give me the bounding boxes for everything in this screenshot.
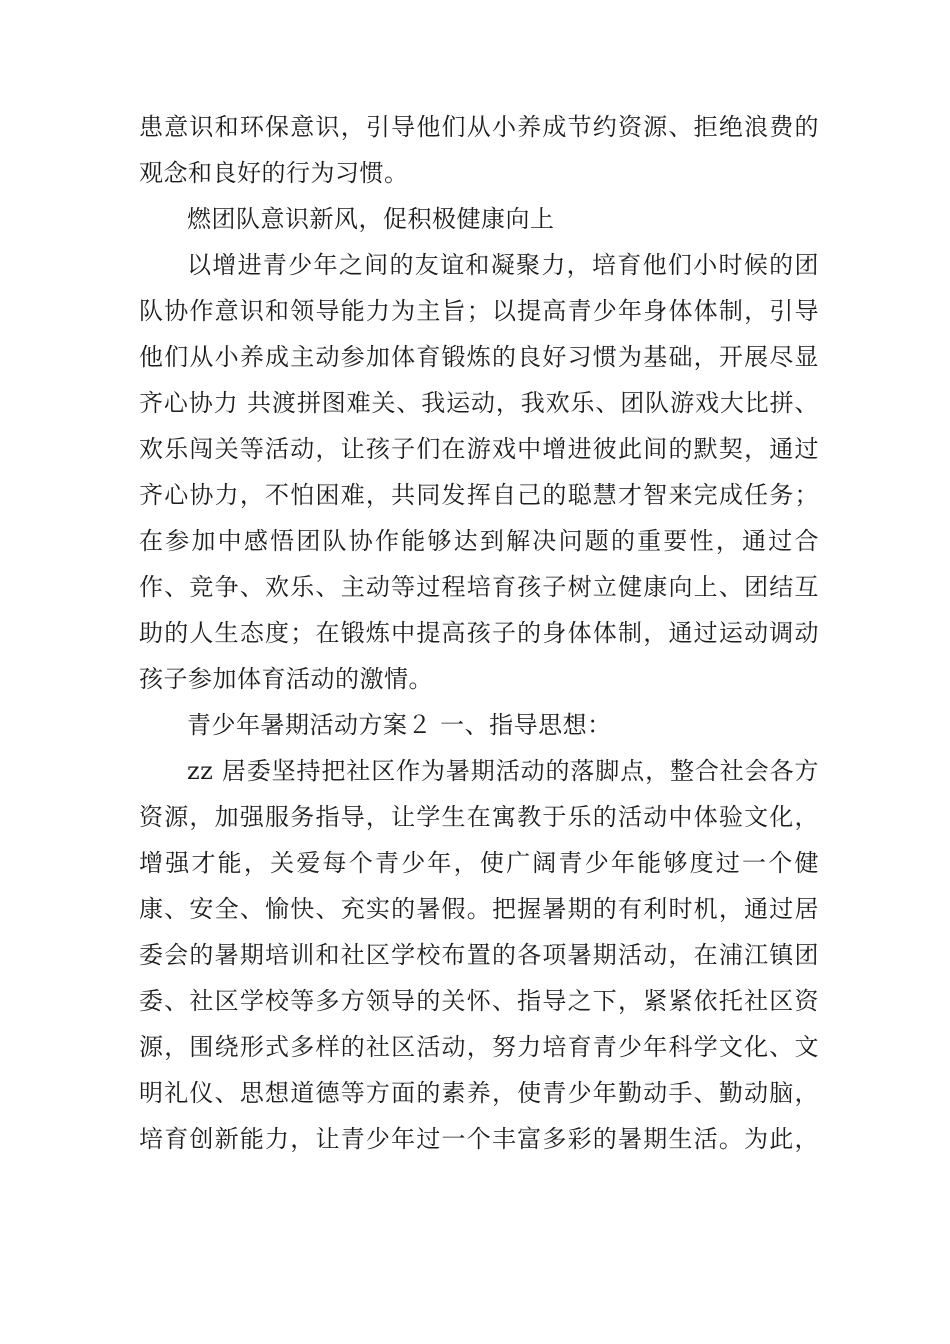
text-line: 他们从小养成主动参加体育锻炼的良好习惯为基础，开展尽显 xyxy=(139,343,819,371)
text-line: 资源，加强服务指导，让学生在寓教于乐的活动中体验文化， xyxy=(139,803,819,831)
text-line: 委会的暑期培训和社区学校布置的各项暑期活动，在浦江镇团 xyxy=(139,941,819,969)
text-line: 助的人生态度；在锻炼中提高孩子的身体体制，通过运动调动 xyxy=(139,619,819,647)
text-line: 增强才能，关爱每个青少年，使广阔青少年能够度过一个健 xyxy=(139,849,819,877)
text-line: 齐心协力，不怕困难，共同发挥自己的聪慧才智来完成任务； xyxy=(139,481,819,509)
text-line: 委、社区学校等多方领导的关怀、指导之下，紧紧依托社区资 xyxy=(139,987,819,1015)
text-line: 以增进青少年之间的友谊和凝聚力，培育他们小时候的团 xyxy=(187,251,819,279)
text-line: 康、安全、愉快、充实的暑假。把握暑期的有利时机，通过居 xyxy=(139,895,819,923)
text-line: 孩子参加体育活动的激情。 xyxy=(139,665,433,693)
text-line: 在参加中感悟团队协作能够达到解决问题的重要性，通过合 xyxy=(139,527,819,555)
text-line: 明礼仪、思想道德等方面的素养，使青少年勤动手、勤动脑， xyxy=(139,1079,819,1107)
text-line: 齐心协力 共渡拼图难关、我运动，我欢乐、团队游戏大比拼、 xyxy=(139,389,819,417)
text-line: 燃团队意识新风，促积极健康向上 xyxy=(187,205,555,233)
text-line: 青少年暑期活动方案２ 一、指导思想： xyxy=(187,711,612,739)
text-line: 队协作意识和领导能力为主旨；以提高青少年身体体制，引导 xyxy=(139,297,819,325)
text-line: zz 居委坚持把社区作为暑期活动的落脚点，整合社会各方 xyxy=(187,757,819,785)
text-line: 作、竞争、欢乐、主动等过程培育孩子树立健康向上、团结互 xyxy=(139,573,819,601)
text-line: 欢乐闯关等活动，让孩子们在游戏中增进彼此间的默契，通过 xyxy=(139,435,819,463)
text-line: 患意识和环保意识，引导他们从小养成节约资源、拒绝浪费的 xyxy=(139,113,819,141)
text-line: 源，围绕形式多样的社区活动，努力培育青少年科学文化、文 xyxy=(139,1033,819,1061)
text-line: 观念和良好的行为习惯。 xyxy=(139,159,409,187)
document-body xyxy=(139,104,819,1162)
text-line: 培育创新能力，让青少年过一个丰富多彩的暑期生活。为此， xyxy=(139,1125,819,1153)
